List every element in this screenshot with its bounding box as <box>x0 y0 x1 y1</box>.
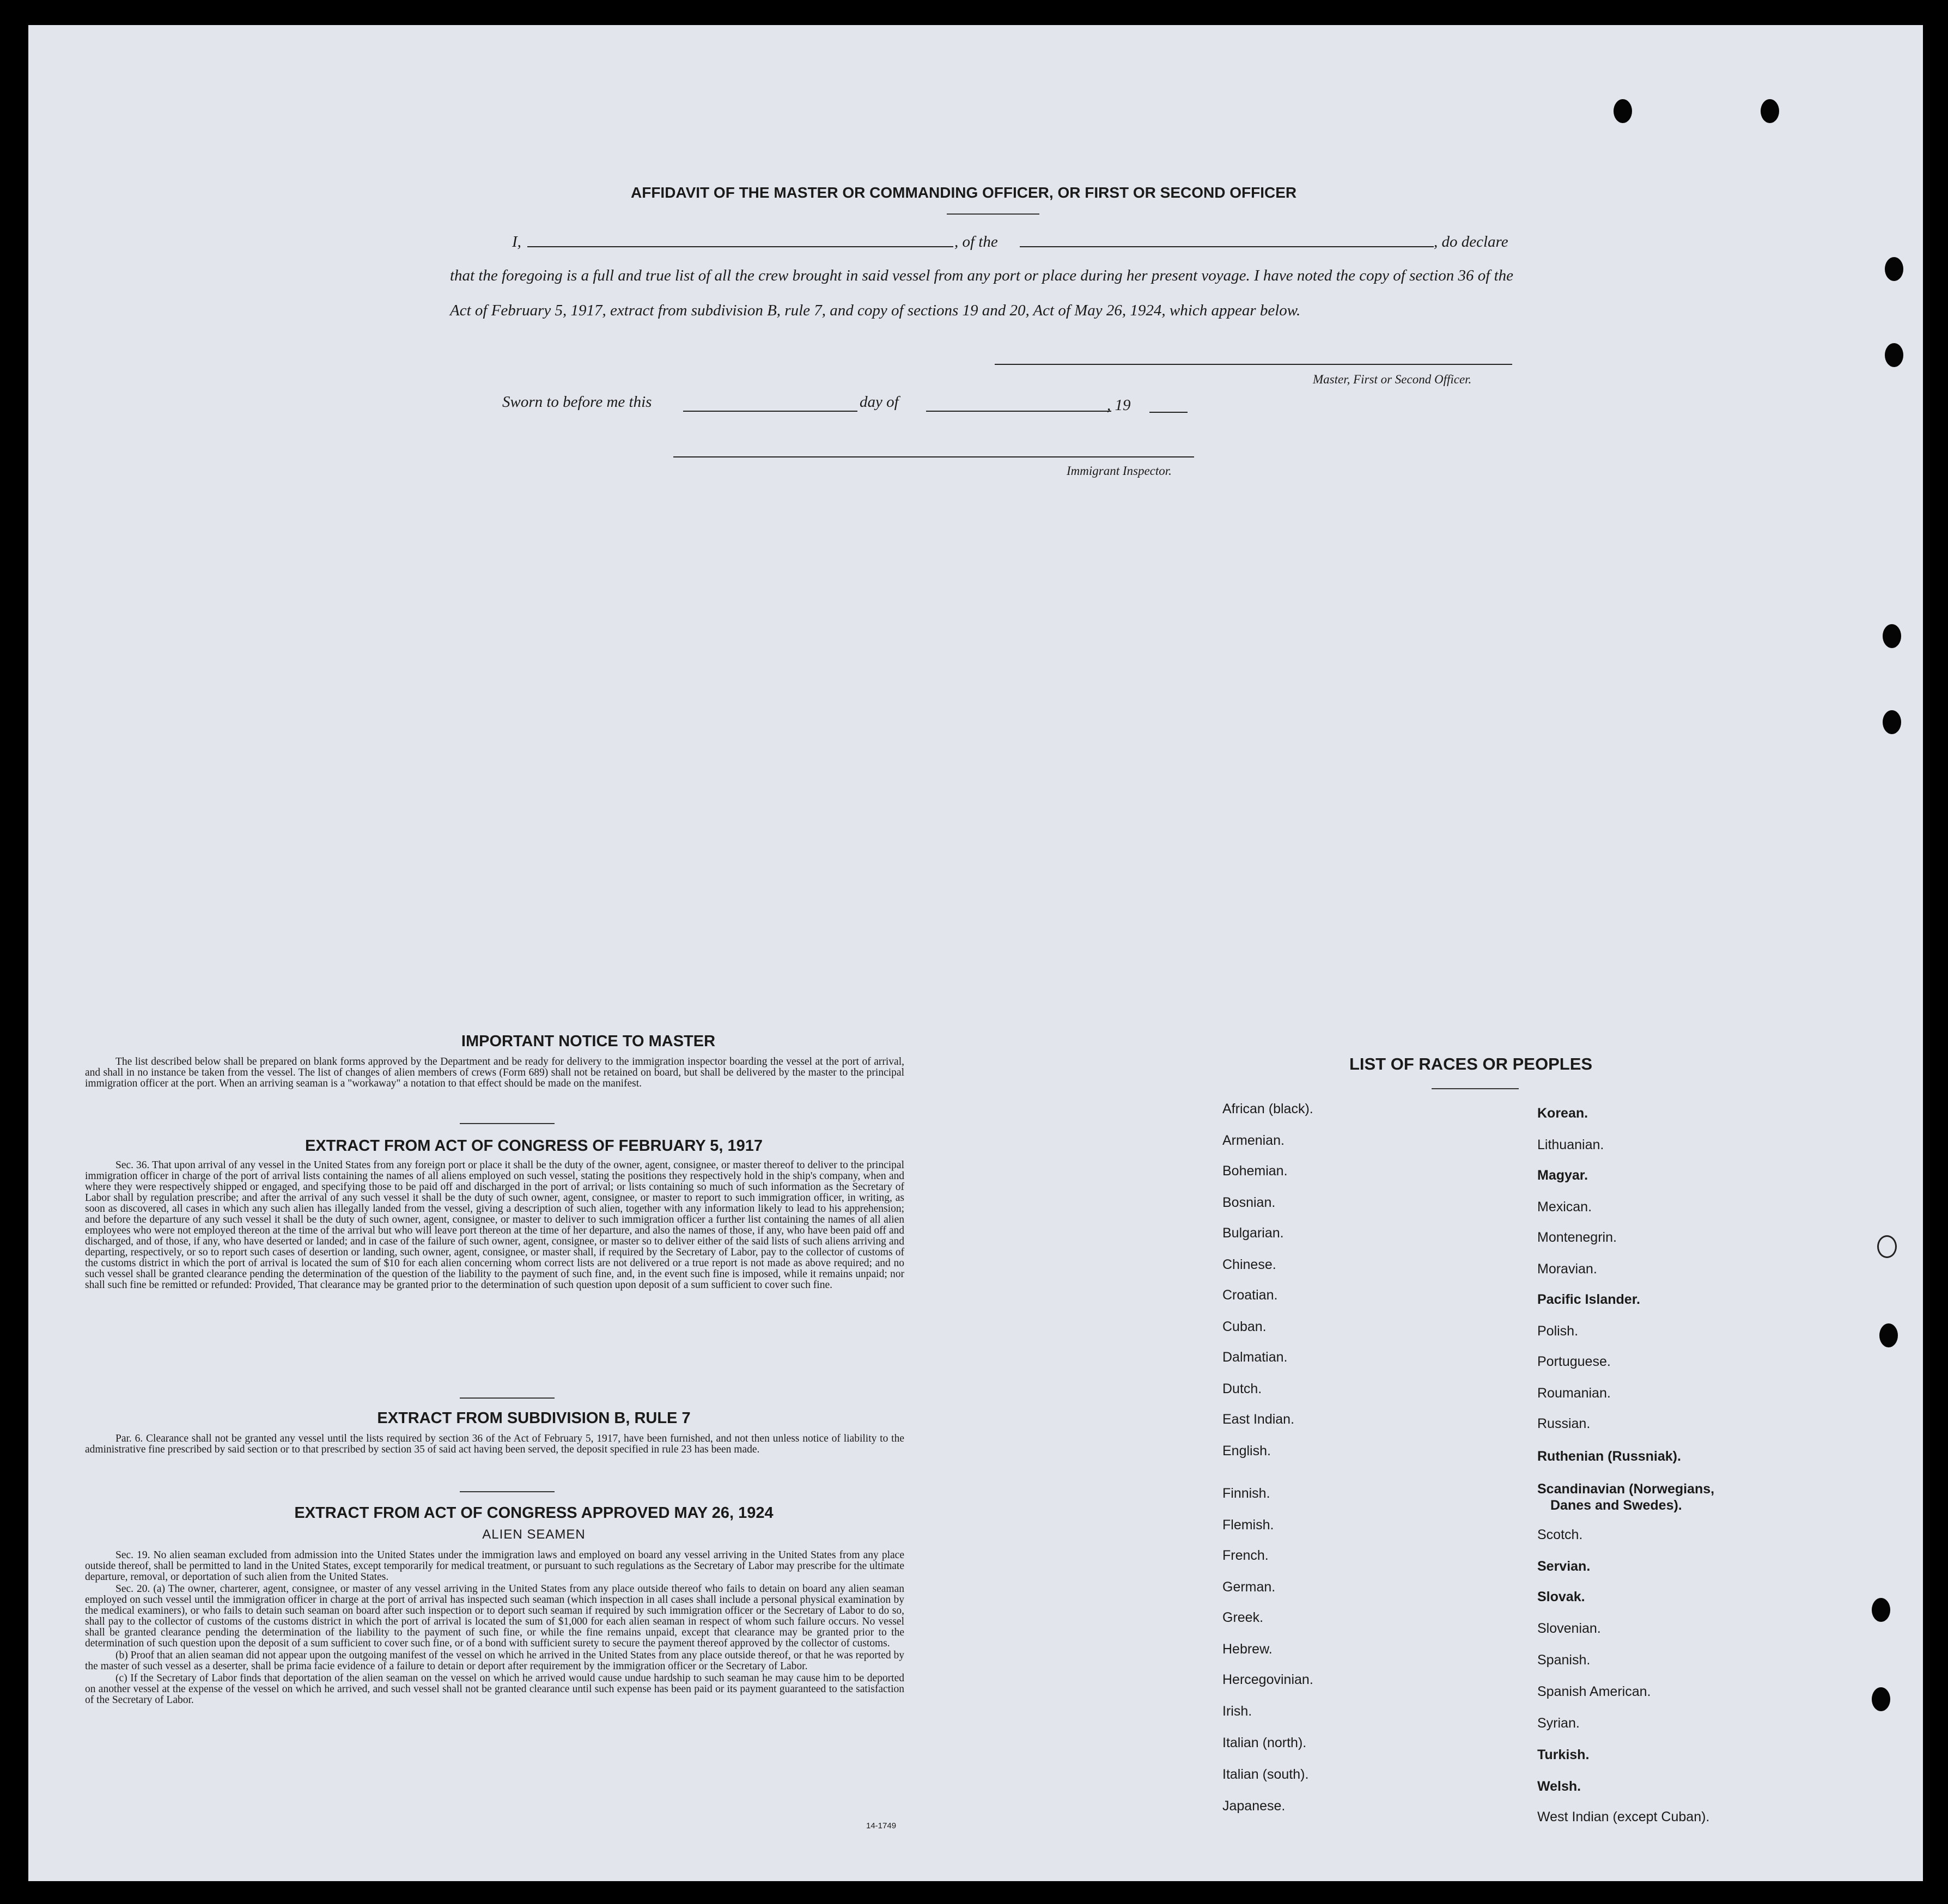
notice-paragraph: The list described below shall be prepared on blank forms approved by the Department and be ready for delivery to the immigration inspector boarding the vessel at the port of arrival, and shall in no instance be taken from the vessel. The list of changes of alien members of crews (Form 689) shall not be retained on board, but shall be delivered by the master to the principal immigration officer at the port. When an arriving seaman is a "workaway" a notation to that effect should be made on the manifest. <box>85 1056 904 1089</box>
sworn-day-field[interactable] <box>683 411 857 412</box>
race-item: Scotch. <box>1537 1527 1583 1542</box>
race-item: East Indian. <box>1222 1412 1295 1427</box>
affidavit-title: AFFIDAVIT OF THE MASTER OR COMMANDING OFFICER, OR FIRST OR SECOND OFFICER <box>631 184 1297 201</box>
punch-hole <box>1885 257 1903 281</box>
race-item: Chinese. <box>1222 1257 1276 1272</box>
race-item: Pacific Islander. <box>1537 1292 1640 1307</box>
race-item: Bosnian. <box>1222 1195 1276 1210</box>
punch-hole <box>1872 1598 1890 1622</box>
rule7-title: EXTRACT FROM SUBDIVISION B, RULE 7 <box>377 1409 691 1427</box>
notice-title: IMPORTANT NOTICE TO MASTER <box>461 1033 716 1050</box>
race-item: Japanese. <box>1222 1798 1286 1814</box>
race-item: Servian. <box>1537 1559 1591 1574</box>
extract-1917-title: EXTRACT FROM ACT OF CONGRESS OF FEBRUARY 5, 1917 <box>305 1137 763 1155</box>
inspector-signature-line[interactable] <box>673 456 1194 457</box>
day-of-label: day of <box>860 393 899 411</box>
affidavit-declare-label: , do declare <box>1434 233 1508 251</box>
notice-text <box>85 1057 904 1090</box>
race-item: Polish. <box>1537 1323 1579 1339</box>
sworn-label: Sworn to before me this <box>502 393 652 411</box>
race-item: Italian (south). <box>1222 1767 1309 1782</box>
punch-hole <box>1883 624 1901 648</box>
inspector-caption: Immigrant Inspector. <box>1067 464 1172 478</box>
race-item: Moravian. <box>1537 1261 1597 1277</box>
affidavit-title-rule <box>947 213 1039 215</box>
sec-36-paragraph: Sec. 36. That upon arrival of any vessel in the United States from any foreign port or place it shall be the duty of the owner, agent, consignee, or master thereof to deliver to the principal immigration officer in charge of the port of arrival lists containing the names of all aliens employed on such vessel, stating the positions they respectively hold in the ship's company, when and where they were respectively shipped or engaged, and specifying those to be paid off and discharged in the port of arrival; or lists containing so much of such information as the Secretary of Labor shall by regulation prescribe; and after the arrival of any such vessel it shall be the duty of such owner, agent, consignee, or master to report to such immigration officer, in writing, as soon as discovered, all cases in which any such alien has illegally landed from the vessel, giving a description of such alien, together with any information likely to lead to his apprehension; and before the departure of any such vessel it shall be the duty of such owner, agent, consignee, or master to deliver to such immigration officer a further list containing the names of all alien employees who were not employed thereon at the time of the arrival but who will leave port thereon at the time of her departure, and also the names of those, if any, who have been paid off and discharged, and of those, if any, who have deserted or landed; and in case of the failure of such owner, agent, consignee, or master so to deliver either of the said lists of such aliens arriving and departing, respectively, or so to report such cases of desertion or landing, such owner, agent, consignee, or master shall, if required by the Secretary of Labor, pay to the collector of customs of the customs district in which the port of arrival is located the sum of $10 for each alien concerning whom correct lists are not delivered or a true report is not made as above required; and no such vessel shall be granted clearance pending the determination of the question of the liability to the payment of such fine, and, in the event such fine is imposed, while it remains unpaid; nor shall such fine be remitted or refunded: Provided, That clearance may be granted prior to the determination of such question upon deposit of a sum sufficient to cover such fine. <box>85 1160 904 1291</box>
race-item: Italian (north). <box>1222 1735 1307 1750</box>
form-number: 14-1749 <box>866 1821 897 1830</box>
affidavit-of-label: , of the <box>954 233 998 251</box>
punch-hole <box>1883 710 1901 734</box>
extract-1924-title: EXTRACT FROM ACT OF CONGRESS APPROVED MAY 26, 1924 <box>294 1504 774 1522</box>
race-item: Spanish. <box>1537 1652 1591 1668</box>
punch-hole <box>1879 1323 1898 1347</box>
race-item: Hercegovinian. <box>1222 1672 1313 1687</box>
race-item: Spanish American. <box>1537 1684 1651 1699</box>
par-6-paragraph: Par. 6. Clearance shall not be granted any vessel until the lists required by section 36 of the Act of February 5, 1917, have been furnished, and not then unless notice of liability to the administrative fine prescribed by said section or to that prescribed by section 35 of said act having been served, the deposit specified in rule 23 has been made. <box>85 1433 904 1455</box>
extract-1917-text <box>85 1160 904 1292</box>
race-item: Armenian. <box>1222 1133 1285 1148</box>
race-item: Scandinavian (Norwegians, <box>1537 1481 1715 1497</box>
race-item: Magyar. <box>1537 1168 1588 1183</box>
race-item: Dalmatian. <box>1222 1350 1288 1365</box>
punch-hole <box>1761 99 1779 123</box>
rule7-text <box>85 1433 904 1456</box>
race-item: Roumanian. <box>1537 1386 1611 1401</box>
race-item: Cuban. <box>1222 1319 1267 1334</box>
affiant-name-field[interactable] <box>527 246 953 247</box>
race-item: Syrian. <box>1537 1716 1580 1731</box>
race-item: Korean. <box>1537 1106 1588 1121</box>
race-item: African (black). <box>1222 1101 1313 1116</box>
race-item: Russian. <box>1537 1416 1591 1431</box>
race-item: Turkish. <box>1537 1747 1590 1762</box>
race-item: Welsh. <box>1537 1779 1581 1794</box>
punch-hole <box>1885 343 1903 367</box>
race-item: Mexican. <box>1537 1199 1592 1215</box>
race-item: Portuguese. <box>1537 1354 1611 1369</box>
section-rule <box>460 1491 555 1492</box>
sec-19-paragraph: Sec. 19. No alien seaman excluded from admission into the United States under the immigration laws and employed on board any vessel arriving in the United States from any place outside thereof, shall be permitted to land in the United States, except temporarily for medical treatment, or pursuant to such regulations as the Secretary of Labor may prescribe for the ultimate departure, removal, or deportation of such alien from the United States. <box>85 1549 904 1583</box>
section-rule <box>460 1398 555 1399</box>
race-item: Lithuanian. <box>1537 1137 1604 1152</box>
race-item: Dutch. <box>1222 1381 1262 1396</box>
punch-hole <box>1872 1687 1890 1711</box>
vessel-name-field[interactable] <box>1020 246 1434 247</box>
race-item: Ruthenian (Russniak). <box>1537 1449 1681 1464</box>
punch-hole <box>1614 99 1632 123</box>
race-item: Slovak. <box>1537 1589 1585 1604</box>
sworn-year-field[interactable] <box>1149 412 1188 413</box>
sec-20a-paragraph: Sec. 20. (a) The owner, charterer, agent, consignee, or master of any vessel arriving in the United States from any place outside thereof who fails to detain on board any alien seaman employed on such vessel until the immigration officer in charge at the port of arrival has inspected such seaman (which inspection in all cases shall include a personal physical examination by the medical examiners), or who fails to detain such seaman on board after such inspection or to deport such seaman if required by such immigration officer or the Secretary of Labor to do so, shall pay to the collector of customs of the customs district in which the port of arrival is located the sum of $1,000 for each alien seaman in respect of whom such failure occurs. No vessel shall be granted clearance pending the determination of the liability to the payment of such fine, or while the fine remains unpaid, except that clearance may be granted prior to the determination of such question upon the deposit of a sum sufficient to cover such fine, or of a bond with sufficient surety to secure the payment thereof approved by the collector of customs. <box>85 1583 904 1649</box>
race-item: Bohemian. <box>1222 1163 1288 1179</box>
race-item: Slovenian. <box>1537 1621 1601 1636</box>
race-item: Montenegrin. <box>1537 1230 1617 1245</box>
race-item: English. <box>1222 1443 1271 1458</box>
race-item: Greek. <box>1222 1610 1264 1625</box>
affidavit-i-label: I, <box>512 233 521 251</box>
race-item: Irish. <box>1222 1704 1252 1719</box>
alien-seamen-subtitle: ALIEN SEAMEN <box>482 1527 586 1542</box>
sworn-month-field[interactable] <box>926 411 1111 412</box>
races-title-rule <box>1432 1088 1519 1089</box>
race-item: Bulgarian. <box>1222 1225 1284 1241</box>
master-caption: Master, First or Second Officer. <box>1313 373 1472 386</box>
race-item: Danes and Swedes). <box>1550 1498 1682 1513</box>
race-item: German. <box>1222 1579 1276 1595</box>
year-label: , 19 <box>1107 396 1131 414</box>
race-item: Hebrew. <box>1222 1641 1273 1657</box>
punch-hole-outline <box>1877 1235 1897 1258</box>
race-item: Flemish. <box>1222 1517 1274 1533</box>
sec-20c-paragraph: (c) If the Secretary of Labor finds that deportation of the alien seaman on the vessel on which he arrived would cause undue hardship to such seaman he may cause him to be deported on another vessel at the expense of the vessel on which he arrived, and such vessel shall not be granted clearance until such expense has been paid or its payment guaranteed to the satisfaction of the Secretary of Labor. <box>85 1673 904 1706</box>
section-rule <box>460 1123 555 1124</box>
race-item: Finnish. <box>1222 1486 1270 1501</box>
extract-1924-text <box>85 1550 904 1707</box>
sec-20b-paragraph: (b) Proof that an alien seaman did not appear upon the outgoing manifest of the vessel on which he arrived in the United States from any place outside thereof, or that he was reported by the master of such vessel as a deserter, shall be prima facie evidence of a failure to detain or deport after requirement by the immigration officer or the Secretary of Labor. <box>85 1650 904 1672</box>
master-signature-line[interactable] <box>995 364 1512 365</box>
race-item: West Indian (except Cuban). <box>1537 1809 1710 1824</box>
race-item: Croatian. <box>1222 1287 1278 1303</box>
affidavit-body: that the foregoing is a full and true list of all the crew brought in said vessel from any port or place during her present voyage. I have noted the copy of section 36 of the Act of February 5, 1917, extract from subdivision B, rule 7, and copy of sections 19 and 20, Act of May 26, 1924, which appear below. <box>450 267 1513 319</box>
races-title: LIST OF RACES OR PEOPLES <box>1349 1054 1593 1073</box>
race-item: French. <box>1222 1548 1269 1563</box>
